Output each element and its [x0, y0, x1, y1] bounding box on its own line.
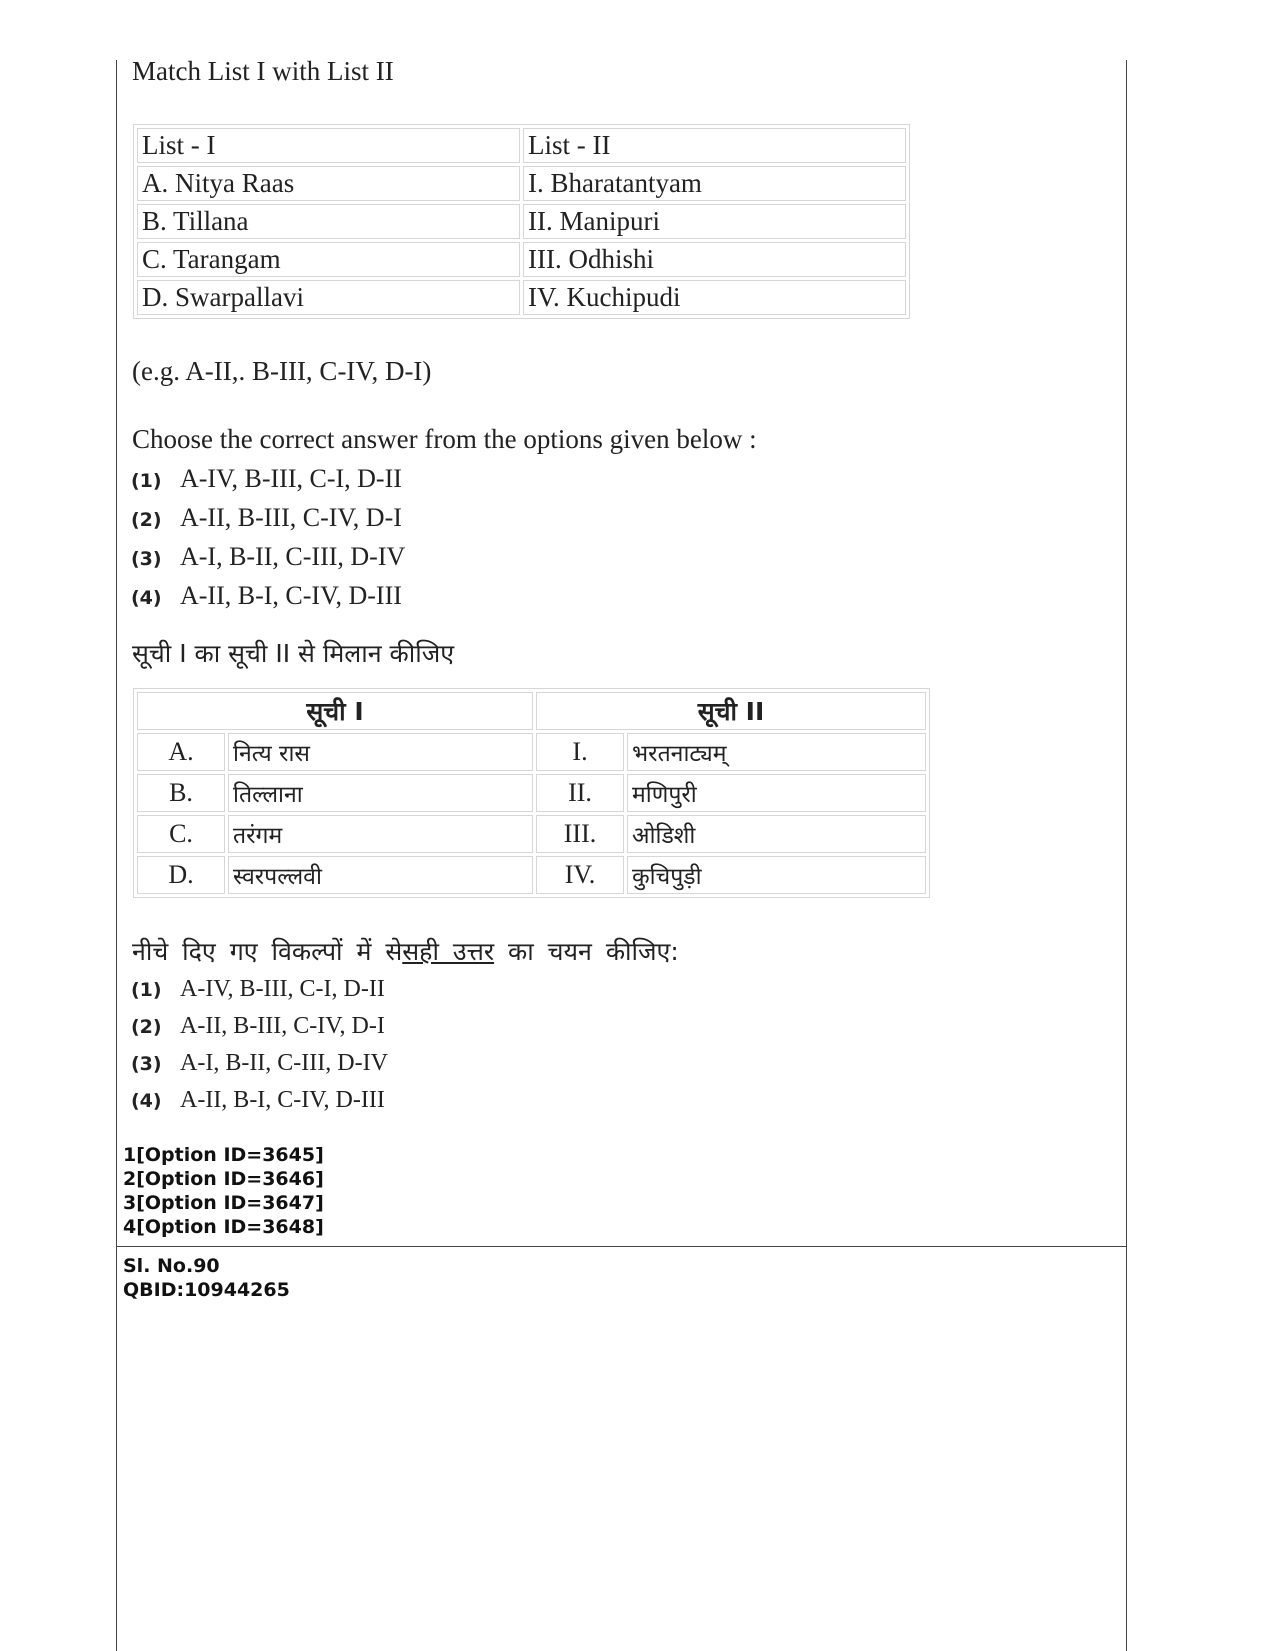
table-row: [137, 166, 906, 201]
right-border: [1126, 60, 1127, 1651]
option-text: A-IV, B-III, C-I, D-II: [180, 464, 402, 493]
list-2-item: IV. Kuchipudi: [523, 280, 906, 315]
choose-instruction: Choose the correct answer from the options given below :: [132, 424, 757, 454]
option-id: 3[Option ID=3647]: [123, 1192, 324, 1214]
list-1-item: स्वरपल्लवी: [228, 856, 533, 894]
option-text: A-I, B-II, C-III, D-IV: [180, 542, 406, 571]
hindi-list-1-header: सूची I: [137, 692, 533, 730]
option-text: A-II, B-I, C-IV, D-III: [180, 581, 402, 610]
row-numeral: II.: [536, 774, 624, 812]
list-1-item: तरंगम: [228, 815, 533, 853]
option-number: (1): [131, 470, 162, 493]
table-row: [137, 733, 926, 771]
left-border: [116, 60, 117, 1651]
hindi-option-3[interactable]: [131, 1050, 388, 1077]
hindi-match-table: [133, 688, 930, 898]
hindi-option-2[interactable]: [131, 1013, 385, 1040]
option-id-list: [123, 1143, 324, 1239]
match-list-table: [133, 124, 910, 319]
option-3[interactable]: [131, 542, 405, 572]
table-header-row: [137, 128, 906, 163]
option-number: (3): [131, 548, 162, 571]
list-2-item: कुचिपुड़ी: [627, 856, 926, 894]
list-1-item: A. Nitya Raas: [137, 166, 520, 201]
option-number: (2): [131, 509, 162, 532]
question-title: Match List I with List II: [132, 56, 394, 86]
list-1-item: तिल्लाना: [228, 774, 533, 812]
list-1-item: D. Swarpallavi: [137, 280, 520, 315]
option-number: (4): [131, 587, 162, 610]
list-2-item: I. Bharatantyam: [523, 166, 906, 201]
option-4[interactable]: [131, 581, 402, 611]
list-1-item: B. Tillana: [137, 204, 520, 239]
row-numeral: I.: [536, 733, 624, 771]
option-text: A-I, B-II, C-III, D-IV: [180, 1050, 388, 1076]
hindi-option-1[interactable]: [131, 976, 385, 1003]
list-2-item: II. Manipuri: [523, 204, 906, 239]
option-1[interactable]: [131, 464, 402, 494]
table-row: [137, 774, 926, 812]
table-row: [137, 280, 906, 315]
option-id: 1[Option ID=3645]: [123, 1144, 324, 1166]
row-letter: B.: [137, 774, 225, 812]
hindi-list-2-header: सूची II: [536, 692, 926, 730]
row-letter: C.: [137, 815, 225, 853]
hindi-choose-pre: नीचे दिए गए विकल्पों में से: [132, 937, 403, 966]
list-1-item: नित्य रास: [228, 733, 533, 771]
option-id: 2[Option ID=3646]: [123, 1168, 324, 1190]
hindi-choose-underlined: सही उत्तर: [402, 937, 495, 966]
table-row: [137, 856, 926, 894]
option-number: (3): [131, 1053, 162, 1076]
qbid: QBID:10944265: [123, 1279, 290, 1301]
hindi-choose-post: का चयन कीजिए:: [508, 937, 679, 966]
list-2-item: मणिपुरी: [627, 774, 926, 812]
row-numeral: III.: [536, 815, 624, 853]
example-text: (e.g. A-II,. B-III, C-IV, D-I): [132, 356, 432, 386]
option-id: 4[Option ID=3648]: [123, 1216, 324, 1238]
row-letter: D.: [137, 856, 225, 894]
hindi-question-title: सूची I का सूची II से मिलान कीजिए: [132, 639, 455, 668]
option-text: A-IV, B-III, C-I, D-II: [180, 976, 385, 1002]
option-2[interactable]: [131, 503, 402, 533]
option-text: A-II, B-III, C-IV, D-I: [180, 503, 402, 532]
next-question-meta: [123, 1254, 290, 1302]
list-2-item: ओडिशी: [627, 815, 926, 853]
hindi-option-4[interactable]: [131, 1087, 385, 1114]
table-row: [137, 815, 926, 853]
hindi-choose-instruction: [132, 934, 679, 968]
table-header-row: [137, 692, 926, 730]
question-separator: [116, 1246, 1127, 1247]
list-2-item: III. Odhishi: [523, 242, 906, 277]
option-number: (1): [131, 979, 162, 1002]
list-2-header: List - II: [523, 128, 906, 163]
list-1-item: C. Tarangam: [137, 242, 520, 277]
list-2-item: भरतनाट्यम्: [627, 733, 926, 771]
table-row: [137, 204, 906, 239]
option-text: A-II, B-I, C-IV, D-III: [180, 1087, 385, 1113]
option-text: A-II, B-III, C-IV, D-I: [180, 1013, 385, 1039]
row-letter: A.: [137, 733, 225, 771]
table-row: [137, 242, 906, 277]
row-numeral: IV.: [536, 856, 624, 894]
serial-number: Sl. No.90: [123, 1255, 220, 1277]
option-number: (2): [131, 1016, 162, 1039]
list-1-header: List - I: [137, 128, 520, 163]
option-number: (4): [131, 1090, 162, 1113]
